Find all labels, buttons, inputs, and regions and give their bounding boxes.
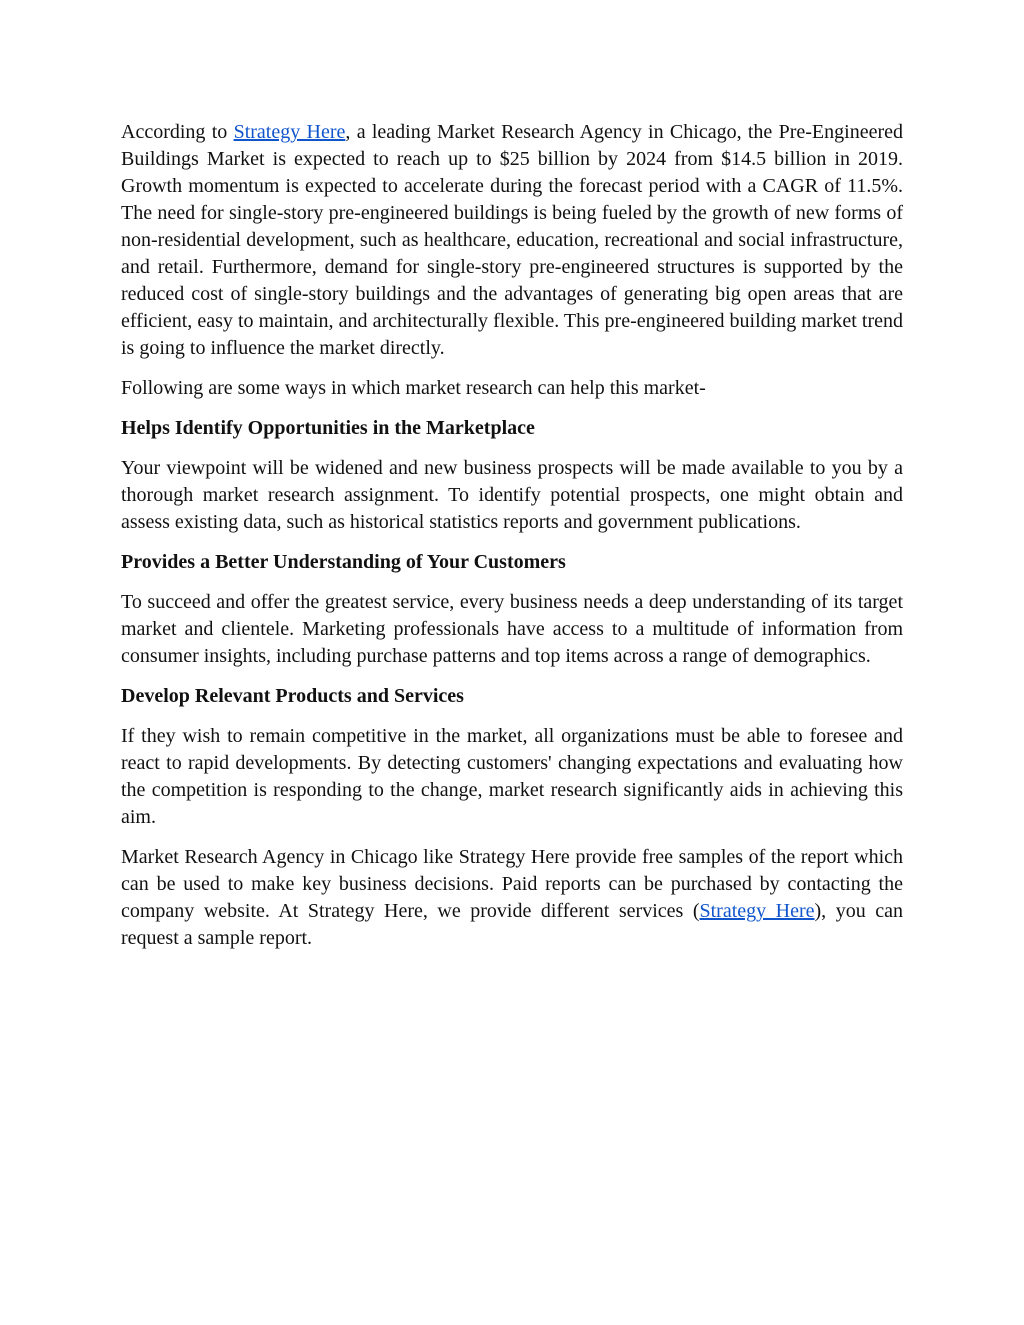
- intro-paragraph: [121, 119, 903, 362]
- section-body-opportunities: Your viewpoint will be widened and new business prospects will be made available to you by a thorough market research assignment. To identify potential prospects, one might obtain and assess existing data, such as historical statistics reports and government publications.: [121, 457, 903, 533]
- closing-text-before-link: Market Research Agency in Chicago like Strategy Here provide free samples of the report which can be used to make key business decisions. Paid reports can be purchased by contacting the company website. At Strategy Here, we provide different services (: [121, 846, 903, 922]
- section-heading-opportunities: Helps Identify Opportunities in the Marketplace: [121, 417, 535, 439]
- strategy-here-link[interactable]: Strategy Here: [233, 121, 346, 143]
- section-heading-customers: Provides a Better Understanding of Your Customers: [121, 551, 566, 573]
- strategy-here-services-link[interactable]: Strategy Here: [699, 900, 815, 922]
- intro-text-before-link: According to: [121, 121, 234, 143]
- section-heading-products: Develop Relevant Products and Services: [121, 685, 464, 707]
- lead-in-paragraph: Following are some ways in which market research can help this market-: [121, 377, 706, 399]
- closing-text-after-link: ), you can request a sample report.: [121, 900, 903, 949]
- section-body-products: If they wish to remain competitive in the market, all organizations must be able to foresee and react to rapid developments. By detecting customers' changing expectations and evaluating how the competition is responding to the change, market research significantly aids in achieving this aim.: [121, 725, 903, 828]
- document-page: [121, 119, 903, 965]
- closing-paragraph: [121, 844, 903, 952]
- section-body-customers: To succeed and offer the greatest service, every business needs a deep understanding of its target market and clientele. Marketing professionals have access to a multitude of information from consumer insights, including purchase patterns and top items across a range of demographics.: [121, 591, 903, 667]
- intro-text-after-link: , a leading Market Research Agency in Chicago, the Pre-Engineered Buildings Market is expected to reach up to $25 billion by 2024 from $14.5 billion in 2019. Growth momentum is expected to accelerate during the forecast period with a CAGR of 11.5%. The need for single-story pre-engineered buildings is being fueled by the growth of new forms of non-residential development, such as healthcare, education, recreational and social infrastructure, and retail. Furthermore, demand for single-story pre-engineered structures is supported by the reduced cost of single-story buildings and the advantages of generating big open areas that are efficient, easy to maintain, and architecturally flexible. This pre-engineered building market trend is going to influence the market directly.: [121, 121, 903, 359]
